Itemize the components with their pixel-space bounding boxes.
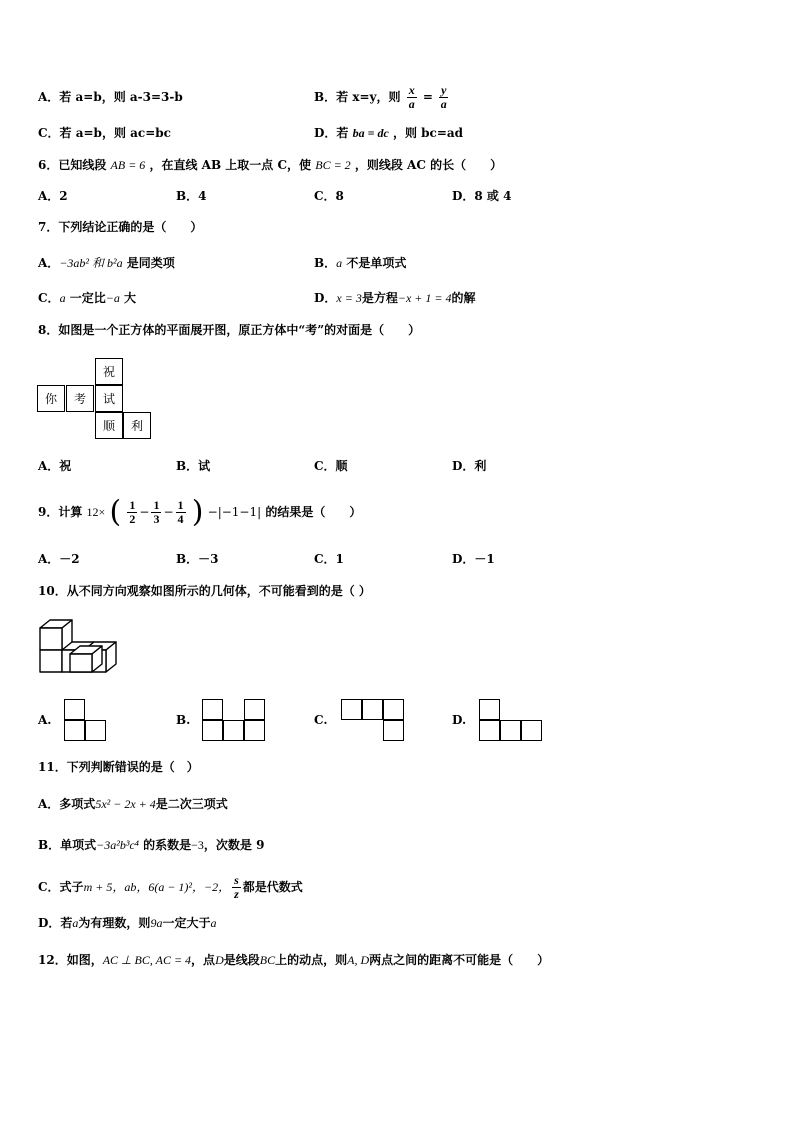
- q11-option-d: [38, 915, 216, 931]
- view-square: [383, 699, 404, 720]
- view-square: [383, 720, 404, 741]
- q7-option-b: [314, 255, 406, 271]
- view-square: [202, 699, 223, 720]
- q6-stem-part: ，则线段 AC 的长（ ）: [354, 158, 503, 172]
- q12-text: 12．如图，: [38, 953, 103, 967]
- q10-option-d-figure: [479, 699, 545, 743]
- q11-b-math2: −3: [191, 838, 204, 852]
- option-text: 是方程: [361, 291, 398, 305]
- q5-option-d: [314, 125, 463, 141]
- q9-math-lead: 12×: [86, 505, 106, 519]
- q5-option-d-suffix: ，则 bc=ad: [392, 126, 464, 140]
- option-text: 的解: [451, 291, 476, 305]
- q8-option-c: C．顺: [314, 459, 348, 473]
- minus-sign: −: [139, 505, 150, 519]
- q5-option-a: A．若 a=b，则 a-3=3-b: [38, 90, 183, 104]
- q11-option-c: [38, 870, 303, 904]
- q5-fraction-x-over-a: [407, 84, 417, 111]
- q10-option-b-label: B.: [176, 713, 191, 727]
- q8-stem: 8．如图是一个正方体的平面展开图，原正方体中“考”的对面是（ ）: [38, 323, 421, 337]
- frac-denominator: 3: [153, 512, 160, 526]
- option-text: 一定比: [65, 291, 106, 305]
- frac-denominator: 4: [177, 512, 184, 526]
- option-text: 是二次三项式: [155, 797, 228, 811]
- q12-text: ，点: [191, 953, 216, 967]
- q9-suffix: 的结果是（ ）: [265, 505, 362, 519]
- view-square: [362, 699, 383, 720]
- q11-d-math1: a: [72, 916, 79, 930]
- frac-numerator: 1: [177, 498, 184, 512]
- net-cell-kao: 考: [66, 385, 94, 412]
- frac-numerator: 1: [129, 498, 136, 512]
- option-text: 是同类项: [122, 256, 175, 270]
- q6-math-ab: AB = 6: [110, 158, 146, 172]
- q7-d-math2: −x + 1 = 4: [397, 291, 452, 305]
- option-text: D．若: [38, 916, 73, 930]
- q5-fraction-y-over-a: [439, 84, 448, 111]
- q10-option-c-label: C.: [314, 713, 328, 727]
- q5-option-b-prefix: B．若 x=y，则: [314, 90, 401, 104]
- view-square: [500, 720, 521, 741]
- frac-denominator: a: [408, 97, 415, 111]
- q8-option-b: B．试: [176, 459, 211, 473]
- option-label: B．: [314, 256, 337, 270]
- q11-option-b: [38, 837, 264, 853]
- q11-a-math: 5x² − 2x + 4: [95, 797, 156, 811]
- q12-text: 上的动点，则: [275, 953, 348, 967]
- option-label: D．: [314, 291, 337, 305]
- net-cell-shun: 顺: [95, 412, 123, 439]
- view-square: [202, 720, 223, 741]
- q9-option-b: B．－3: [176, 552, 219, 566]
- q6-option-a: A．2: [38, 189, 68, 203]
- q10-solid-figure: [37, 616, 121, 674]
- q12-math3: BC: [259, 953, 276, 967]
- minus-sign: −: [163, 505, 174, 519]
- option-text: 一定大于: [162, 916, 211, 930]
- q7-c-math1: a: [59, 291, 66, 305]
- q11-b-math: −3a²b³c⁴: [96, 838, 139, 852]
- q12-math1: AC ⊥ BC, AC = 4: [102, 953, 192, 967]
- q7-c-math2: −a: [105, 291, 120, 305]
- q12-text: 是线段: [223, 953, 260, 967]
- frac-denominator: a: [440, 97, 447, 111]
- net-cell-ni: 你: [37, 385, 65, 412]
- q5-option-c: C．若 a=b，则 ac=bc: [38, 126, 171, 140]
- net-cell-shi: 试: [95, 385, 123, 412]
- q12-math2: D: [215, 953, 224, 967]
- net-cell-zhu: 祝: [95, 358, 123, 385]
- q6-option-c: C．8: [314, 189, 344, 203]
- q10-option-c-figure: [341, 699, 407, 743]
- q12-math4: A, D: [347, 953, 370, 967]
- frac-denominator: 2: [129, 512, 136, 526]
- q9-stem: [38, 492, 361, 532]
- option-text: B．单项式: [38, 838, 97, 852]
- view-square: [64, 720, 85, 741]
- option-text: 不是单项式: [342, 256, 407, 270]
- q11-c-math: m + 5，ab，6(a − 1)²，−2，: [83, 880, 231, 894]
- q12-text: 两点之间的距离不可能是（ ）: [369, 953, 550, 967]
- q10-stem: 10．从不同方向观察如图所示的几何体，不可能看到的是（ ）: [38, 584, 371, 598]
- option-text: C．式子: [38, 880, 84, 894]
- q9-option-c: C．1: [314, 552, 344, 566]
- option-text: ，次数是 9: [203, 838, 265, 852]
- option-text: 的系数是: [138, 838, 192, 852]
- q9-option-a: A．－2: [38, 552, 80, 566]
- q7-b-math: a: [336, 256, 343, 270]
- view-square: [521, 720, 542, 741]
- view-square: [479, 699, 500, 720]
- q7-d-math1: x = 3: [336, 291, 362, 305]
- view-square: [244, 699, 265, 720]
- q9-frac-third: [151, 499, 161, 526]
- q11-option-a: [38, 796, 228, 812]
- frac-numerator: y: [441, 83, 447, 97]
- view-square: [479, 720, 500, 741]
- option-text: 为有理数，则: [78, 916, 151, 930]
- q6-stem-part: 6．已知线段: [38, 158, 107, 172]
- q11-d-math2: 9a: [150, 916, 163, 930]
- q10-option-a-figure: [64, 699, 108, 743]
- q5-option-b: [314, 80, 450, 114]
- q10-option-b-figure: [202, 699, 268, 743]
- q12-stem: [38, 952, 549, 968]
- q10-option-d-label: D.: [452, 713, 467, 727]
- q9-option-d: D．－1: [452, 552, 495, 566]
- q7-a-math: −3ab² 和 b²a: [59, 256, 123, 270]
- option-label: C．: [38, 291, 60, 305]
- net-cell-li: 利: [123, 412, 151, 439]
- frac-numerator: x: [408, 83, 415, 97]
- view-square: [341, 699, 362, 720]
- q6-option-d: D．8 或 4: [452, 189, 512, 203]
- q5-option-d-math: ba = dc: [352, 126, 389, 140]
- q9-frac-half: [127, 499, 137, 526]
- q5-option-d-prefix: D．若: [314, 126, 349, 140]
- option-text: A．多项式: [38, 797, 96, 811]
- view-square: [244, 720, 265, 741]
- q11-d-math3: a: [210, 916, 217, 930]
- q11-stem: 11．下列判断错误的是（ ）: [38, 760, 199, 774]
- q6-stem-part: ，在直线 AB 上取一点 C，使: [149, 158, 312, 172]
- frac-numerator: 1: [153, 498, 160, 512]
- q6-math-bc: BC = 2: [315, 158, 351, 172]
- option-text: 都是代数式: [242, 880, 303, 894]
- q9-prefix: 9．计算: [38, 505, 83, 519]
- q7-stem: 7．下列结论正确的是（ ）: [38, 220, 203, 234]
- q8-cube-net: [37, 358, 157, 442]
- q7-option-a: [38, 255, 175, 271]
- view-square: [64, 699, 85, 720]
- view-square: [85, 720, 106, 741]
- left-paren: (: [109, 494, 122, 530]
- frac-denominator: z: [234, 887, 239, 901]
- q6-stem: [38, 157, 502, 173]
- q9-math-tail: −|−1−1|: [207, 505, 262, 519]
- frac-numerator: s: [234, 873, 239, 887]
- equals-sign: =: [422, 90, 433, 104]
- q7-option-d: [314, 290, 476, 306]
- q9-frac-quarter: [176, 499, 186, 526]
- right-paren: ): [191, 494, 204, 530]
- q7-option-c: [38, 290, 136, 306]
- option-label: A．: [38, 256, 60, 270]
- q10-option-a-label: A.: [38, 713, 52, 727]
- option-text: 大: [119, 291, 137, 305]
- q6-option-b: B．4: [176, 189, 207, 203]
- view-square: [223, 720, 244, 741]
- q8-option-d: D．利: [452, 459, 487, 473]
- q11-c-fraction: [232, 874, 241, 901]
- q8-option-a: A．祝: [38, 459, 72, 473]
